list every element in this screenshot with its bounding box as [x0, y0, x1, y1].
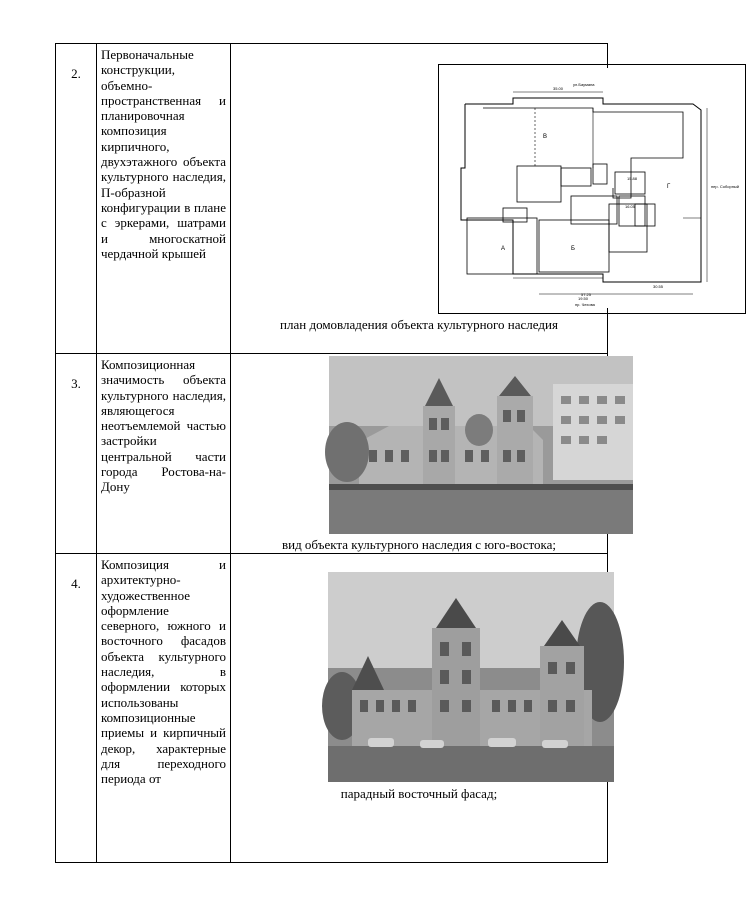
row-description: Первоначальные конструкции, объемно-пространственная и планировочная композиция кирпичного, двухэтажного объекта культурного наследия, П-образной конфигурации в плане с эркерами, шатрами и многоскатной чердачной крышей [101, 47, 226, 261]
plan-area-2: 16.05 [625, 204, 636, 209]
description-cell [97, 354, 231, 554]
row-number-cell [56, 354, 97, 554]
heritage-table [55, 43, 740, 863]
building-photo-icon [329, 356, 633, 534]
facade-photo-icon [328, 572, 614, 782]
plan-street-bottom: пр. Чехова [575, 302, 595, 307]
table-row [56, 354, 608, 554]
image-cell [231, 554, 608, 863]
image-caption: парадный восточный фасад; [340, 786, 498, 801]
description-cell [97, 44, 231, 354]
plan-dim-bottom2: 30.55 [653, 284, 664, 289]
image-caption: план домовладения объекта культурного наследия [280, 317, 558, 332]
table-row [56, 44, 608, 354]
row-number: 2. [71, 66, 81, 81]
row-number: 3. [71, 376, 81, 391]
plan-street-top: ул.Баумана [573, 82, 595, 87]
row-description: Композиционная значимость объекта культурного наследия, являющегося неотъемлемой частью застройки центральной части города Ростова-на-Дону [101, 357, 226, 495]
image-caption: вид объекта культурного наследия с юго-востока; [281, 537, 557, 552]
plan-street-right: пер. Соборный [711, 184, 740, 189]
plan-dim-bottom: 19.50 [578, 296, 589, 301]
plan-dim-top: 35.00 [553, 86, 564, 91]
floor-plan-drawing-icon [443, 68, 739, 308]
plan-area-1: 15.88 [627, 176, 638, 181]
row-number-cell [56, 554, 97, 863]
image-cell [231, 44, 740, 354]
row-number-cell [56, 44, 97, 354]
description-cell [97, 554, 231, 863]
plan-room-g: Г [667, 184, 671, 190]
plan-room-a: А [501, 246, 506, 252]
row-description: Композиция и архитектурно-художественное оформление северного, южного и восточного фасадов объекта культурного наследия, в оформлении которых использованы композиционные приемы и кирпичный декор, характерные для переходного периода от [101, 557, 226, 787]
row-number: 4. [71, 576, 81, 591]
plan-room-v: В [543, 134, 548, 140]
image-cell [231, 354, 608, 554]
plan-room-b: Б [571, 246, 575, 252]
plan-dim-total: 57.25 [581, 292, 592, 297]
table-row [56, 554, 608, 863]
